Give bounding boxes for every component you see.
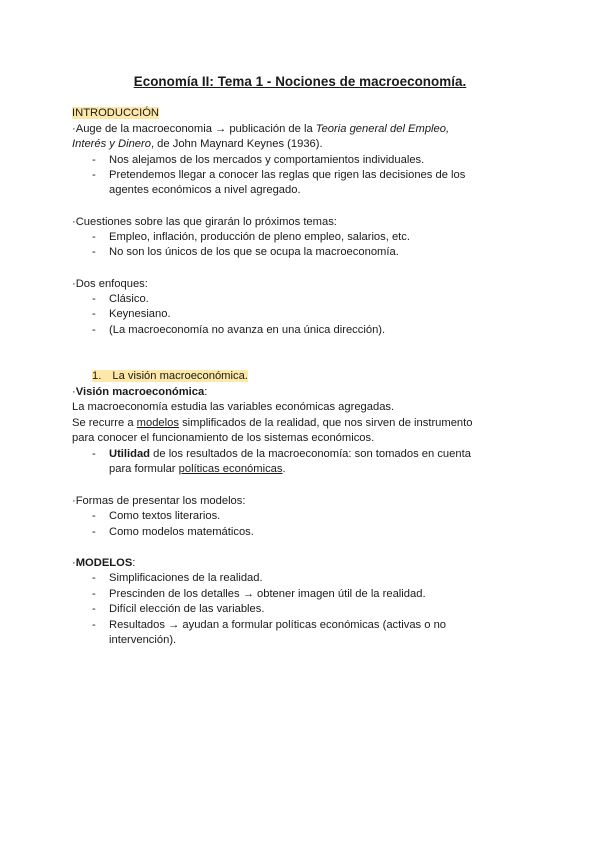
formas-heading: ·Formas de presentar los modelos: [72, 495, 246, 507]
bullet-dash: - [92, 510, 96, 522]
intro-p1-post: , de John Maynard Keynes (1936). [150, 138, 323, 150]
list-item-continuation: intervención). [109, 634, 177, 646]
list-item: Simplificaciones de la realidad. [109, 572, 263, 584]
list-item: (La macroeconomía no avanza en una única dirección). [109, 324, 386, 336]
colon: : [204, 386, 208, 398]
vision-line-1: La macroeconomía estudia las variables económicas agregadas. [72, 401, 395, 413]
intro-paragraph-3: ·Dos enfoques: [72, 278, 148, 290]
bullet-dash: - [92, 572, 96, 584]
bullet-dash: - [92, 293, 96, 305]
book-title-part-2: Interés y Dinero [72, 138, 151, 150]
bullet-dash: - [92, 308, 96, 320]
modelos-heading [72, 556, 135, 572]
section-heading [92, 369, 248, 385]
underlined-term: modelos [136, 417, 179, 429]
list-item: Resultados → ayudan a formular políticas económicas (activas o no [109, 619, 447, 631]
modelos-label: MODELOS [75, 557, 133, 569]
text-segment: . [282, 463, 286, 475]
intro-paragraph-line-1 [72, 122, 449, 138]
list-item: No son los únicos de los que se ocupa la macroeconomía. [109, 246, 399, 258]
text-segment: de los resultados de la macroeconomía: son tomados en cuenta [150, 448, 471, 460]
bullet-dash: - [92, 246, 96, 258]
list-item: Clásico. [109, 293, 149, 305]
text-segment: para formular [109, 463, 179, 475]
page-title: Economía II: Tema 1 - Nociones de macroeconomía. [133, 74, 467, 89]
vision-line-2 [72, 416, 473, 432]
list-item: Prescinden de los detalles → obtener imagen útil de la realidad. [109, 588, 426, 600]
intro-paragraph-2: ·Cuestiones sobre las que girarán lo próximos temas: [72, 216, 337, 228]
text-segment: Se recurre a [72, 417, 137, 429]
intro-heading-text: INTRODUCCIÓN [72, 107, 160, 119]
vision-label: Visión macroeconómica [75, 386, 205, 398]
vision-line-3: para conocer el funcionamiento de los sistemas económicos. [72, 432, 375, 444]
bullet-dash: - [92, 603, 96, 615]
section-heading-text: La visión macroeconómica. [112, 370, 248, 382]
bullet-dash: - [92, 526, 96, 538]
bullet-dash: - [92, 324, 96, 336]
book-title-part-1: Teoria general del Empleo, [315, 123, 450, 135]
list-item: Pretendemos llegar a conocer las reglas que rigen las decisiones de los [109, 169, 466, 181]
bullet-dash: - [92, 588, 96, 600]
list-item: Difícil elección de las variables. [109, 603, 265, 615]
underlined-term: políticas económicas [178, 463, 283, 475]
bullet-dash: - [92, 619, 96, 631]
utility-item-continuation [109, 462, 286, 478]
bullet-dash: - [92, 154, 96, 166]
list-item-continuation: agentes económicos a nivel agregado. [109, 184, 301, 196]
list-item: Como modelos matemáticos. [109, 526, 254, 538]
bullet-dash: - [92, 231, 96, 243]
bullet-dash: - [92, 448, 96, 460]
intro-heading [72, 106, 159, 122]
section-heading-highlight [92, 370, 248, 382]
bullet-dot: · [72, 386, 76, 398]
intro-p1-text: ·Auge de la macroeconomia → publicación de la [72, 123, 316, 135]
intro-paragraph-line-2 [72, 137, 323, 153]
section-number: 1. [92, 370, 102, 382]
text-segment: simplificados de la realidad, que nos sirven de instrumento [178, 417, 473, 429]
bullet-dash: - [92, 169, 96, 181]
bullet-dot: · [72, 557, 76, 569]
utility-item [109, 447, 471, 463]
list-item: Nos alejamos de los mercados y comportamientos individuales. [109, 154, 425, 166]
colon: : [132, 557, 136, 569]
utility-label: Utilidad [109, 448, 151, 460]
list-item: Keynesiano. [109, 308, 171, 320]
list-item: Empleo, inflación, producción de pleno empleo, salarios, etc. [109, 231, 410, 243]
list-item: Como textos literarios. [109, 510, 221, 522]
vision-label-line [72, 385, 207, 401]
